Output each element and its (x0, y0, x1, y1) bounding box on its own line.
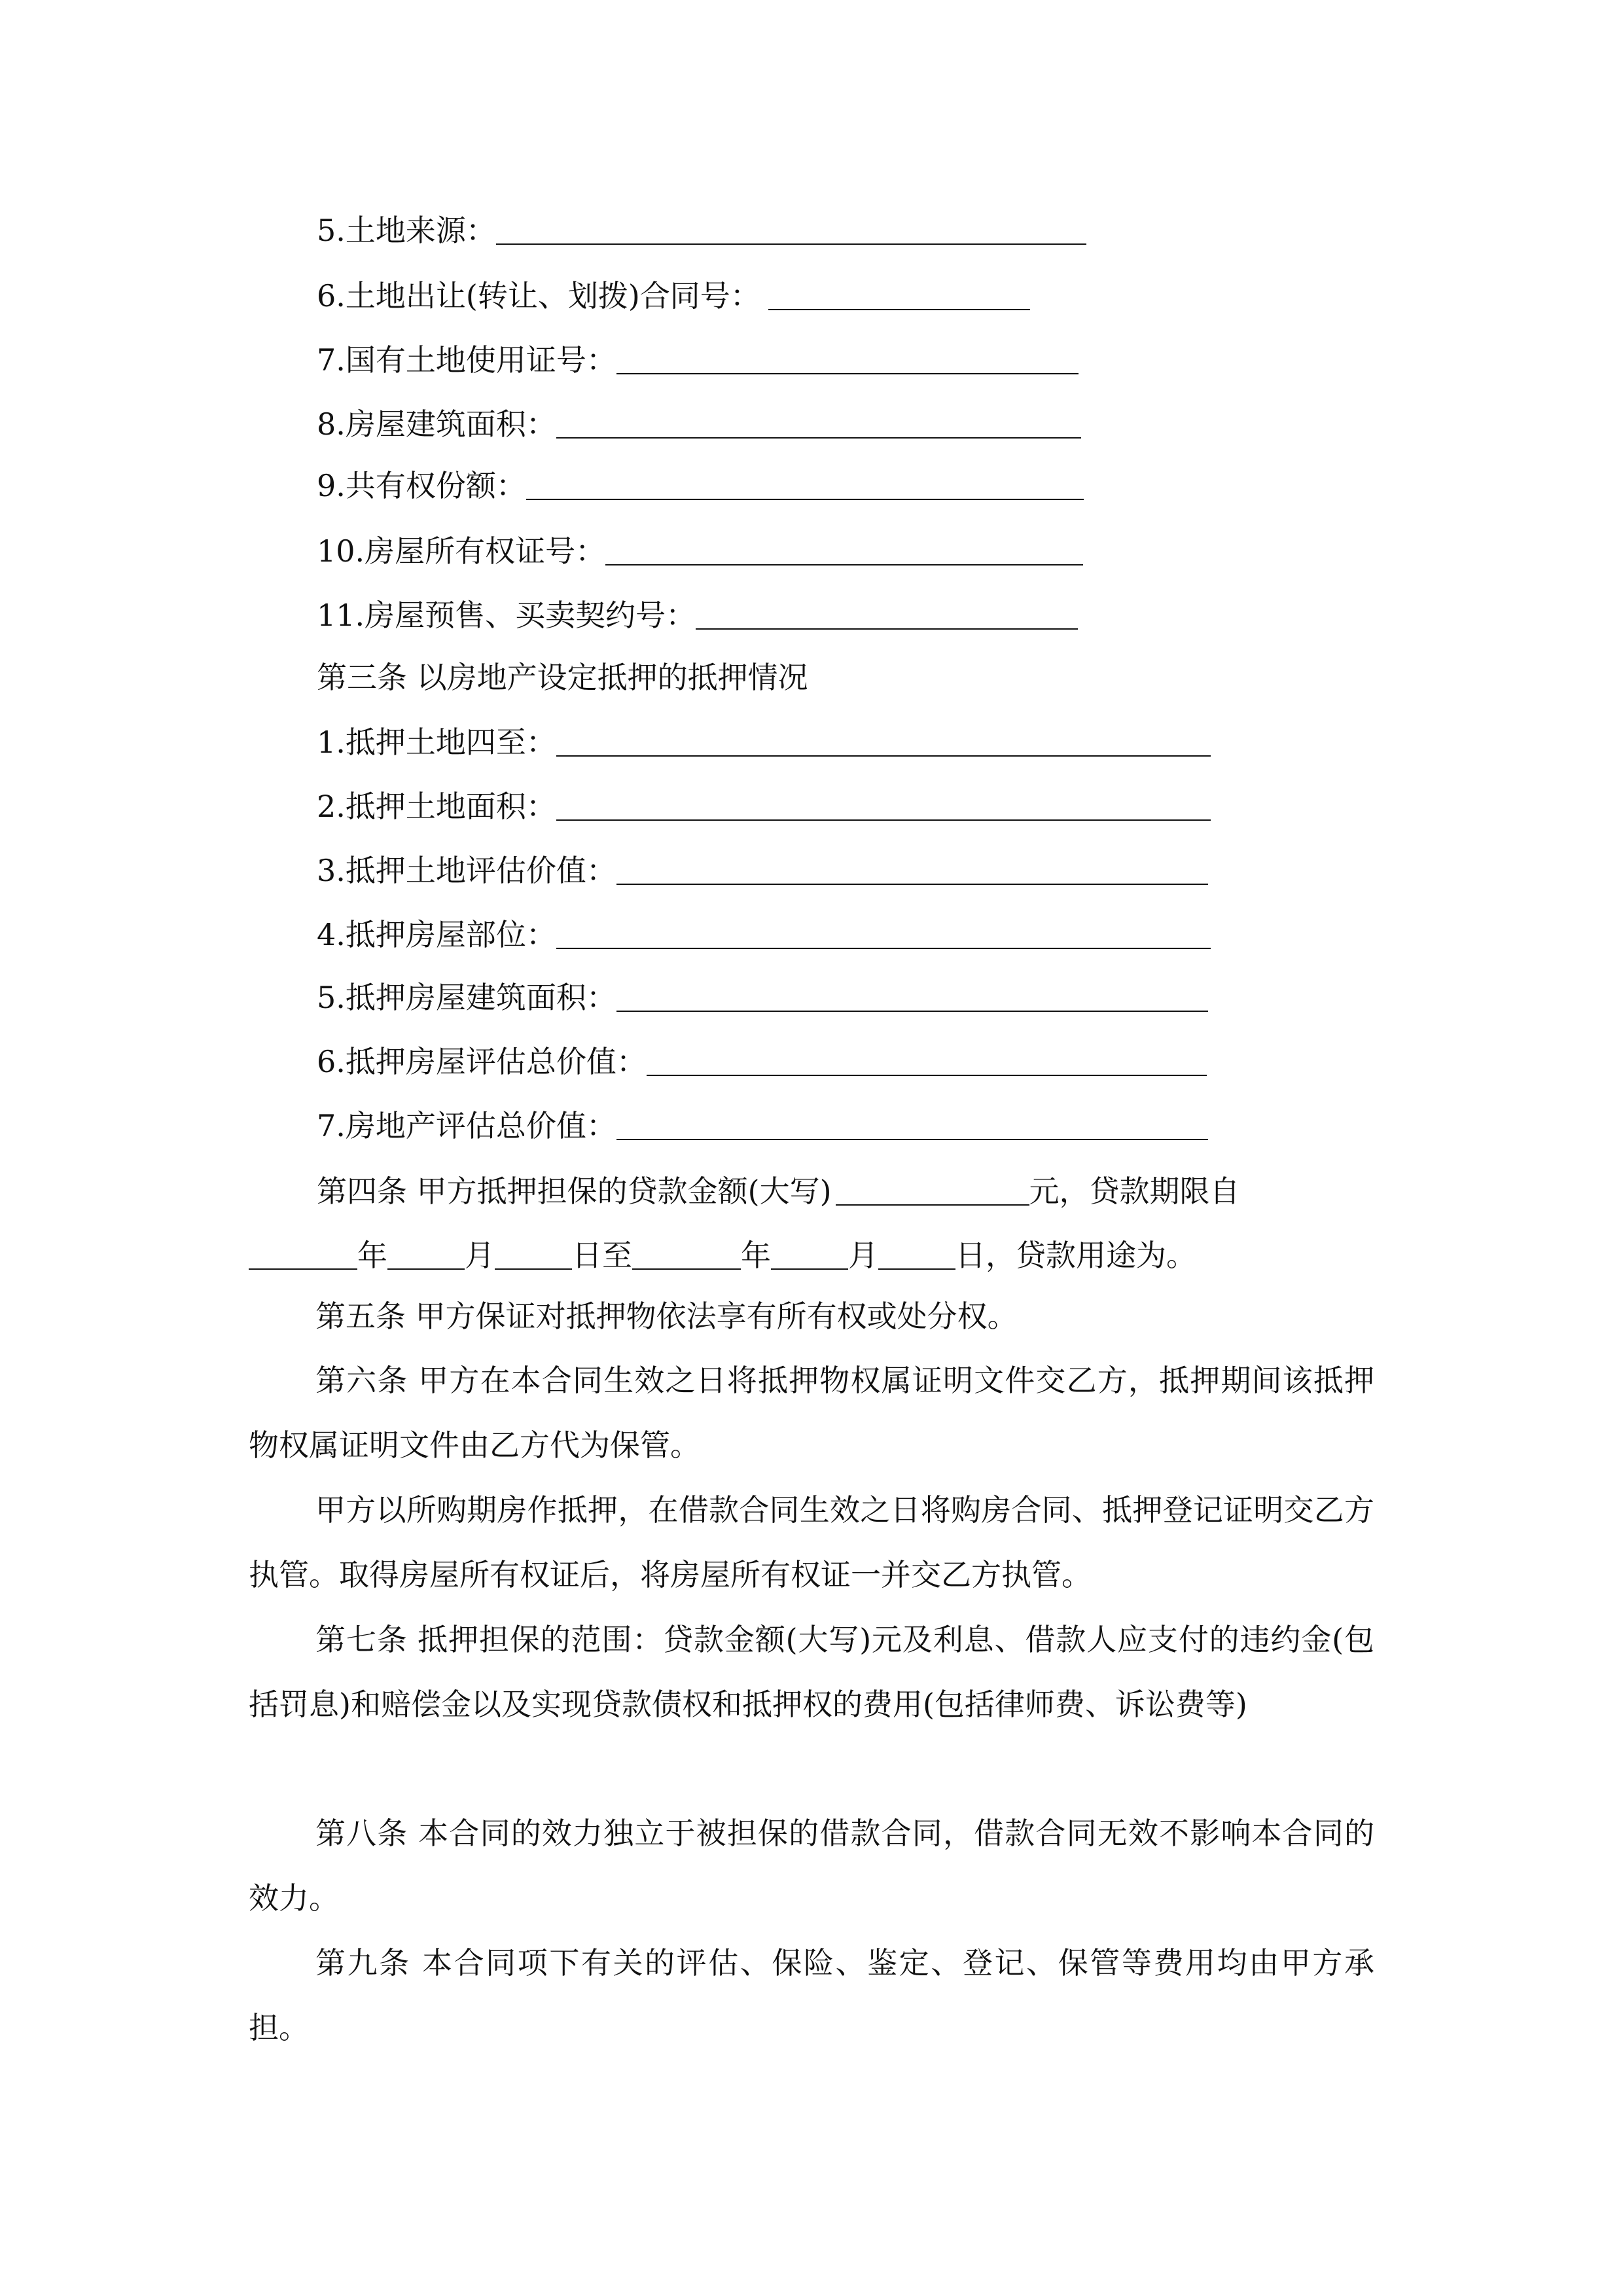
start-month-field[interactable] (387, 1240, 465, 1270)
article3-heading: 第三条 以房地产设定抵押的抵押情况 (317, 660, 808, 695)
article3-item-land-boundaries: 1.抵押土地四至： (317, 723, 1211, 762)
blank-field[interactable] (616, 855, 1208, 885)
section2-item-floor-area: 8.房屋建筑面积： (317, 404, 1081, 444)
blank-field[interactable] (496, 215, 1086, 245)
end-day-field[interactable] (878, 1240, 955, 1270)
article4-line1: 第四条 甲方抵押担保的贷款金额(大写) 元，贷款期限自 (317, 1174, 1240, 1209)
blank-field[interactable] (556, 919, 1211, 949)
article3-item-house-location: 4.抵押房屋部位： (317, 915, 1211, 954)
loan-amount-field[interactable] (836, 1175, 1029, 1206)
article9: 第九条 本合同项下有关的评估、保险、鉴定、登记、保管等费用均由甲方承担。 (249, 1945, 1374, 2045)
section2-item-co-ownership-share: 9.共有权份额： (317, 466, 1084, 505)
article5: 第五条 甲方保证对抵押物依法享有所有权或处分权。 (315, 1299, 1018, 1334)
blank-field[interactable] (768, 280, 1030, 310)
article4-line2: 年 月 日至 年 月 日，贷款用途为。 (249, 1236, 1196, 1275)
end-year-field[interactable] (632, 1240, 741, 1270)
start-day-field[interactable] (495, 1240, 572, 1270)
blank-field[interactable] (526, 470, 1084, 500)
section2-item-ownership-cert-no: 10.房屋所有权证号： (317, 531, 1083, 571)
article3-item-land-value: 3.抵押土地评估价值： (317, 851, 1208, 890)
article3-item-house-total-value: 6.抵押房屋评估总价值： (317, 1042, 1207, 1081)
section2-item-presale-contract-no: 11.房屋预售、买卖契约号： (317, 596, 1078, 635)
blank-field[interactable] (556, 791, 1211, 821)
blank-field[interactable] (616, 1110, 1208, 1140)
end-month-field[interactable] (771, 1240, 848, 1270)
blank-field[interactable] (556, 726, 1211, 757)
article3-item-real-estate-total-value: 7.房地产评估总价值： (317, 1106, 1208, 1145)
blank-field[interactable] (647, 1046, 1207, 1076)
blank-field[interactable] (605, 535, 1083, 565)
article3-item-house-floor-area: 5.抵押房屋建筑面积： (317, 978, 1208, 1017)
blank-field[interactable] (696, 600, 1078, 630)
article7: 第七条 抵押担保的范围：贷款金额(大写)元及利息、借款人应支付的违约金(包括罚息)和赔偿金以及实现贷款债权和抵押权的费用(包括律师费、诉讼费等) (249, 1622, 1374, 1722)
section2-item-land-use-cert-no: 7.国有土地使用证号： (317, 340, 1079, 380)
article8: 第八条 本合同的效力独立于被担保的借款合同，借款合同无效不影响本合同的效力。 (249, 1816, 1374, 1916)
blank-field[interactable] (616, 982, 1208, 1012)
article3-item-land-area: 2.抵押土地面积： (317, 787, 1211, 826)
section2-item-transfer-contract-no: 6.土地出让(转让、划拨)合同号： (317, 276, 1030, 315)
section2-item-land-source: 5.土地来源： (317, 211, 1086, 250)
start-year-field[interactable] (249, 1240, 357, 1270)
article6: 第六条 甲方在本合同生效之日将抵押物权属证明文件交乙方，抵押期间该抵押物权属证明文件由乙方代为保管。 (249, 1363, 1374, 1463)
blank-field[interactable] (556, 408, 1081, 439)
article6-supplement: 甲方以所购期房作抵押，在借款合同生效之日将购房合同、抵押登记证明交乙方执管。取得房屋所有权证后，将房屋所有权证一并交乙方执管。 (249, 1492, 1374, 1592)
blank-field[interactable] (616, 344, 1079, 374)
